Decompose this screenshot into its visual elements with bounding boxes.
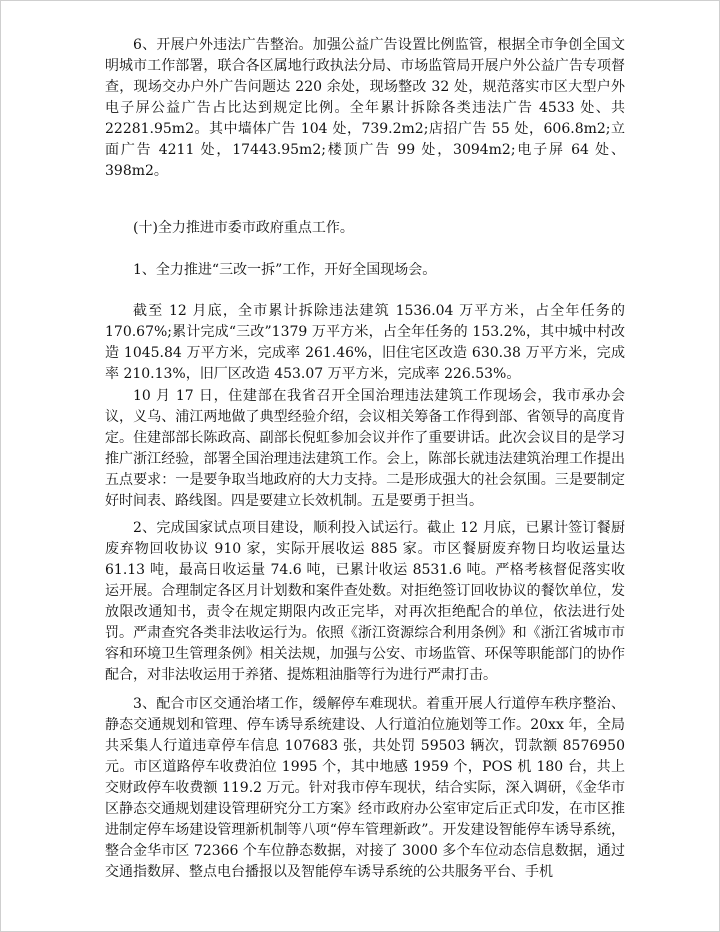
- paragraph-demolition-stats: 截至 12 月底，全市累计拆除违法建筑 1536.04 万平方米，占全年任务的 170.67%;累计完成“三改”1379 万平方米，占全年任务的 153.2%，其中城中村改造 1045.84 万平方米，完成率 261.46%，旧住宅区改造 630.38 万平方米，完成率 210.13%，旧厂区改造 453.07 万平方米，完成率 226.53%。: [105, 303, 625, 382]
- paragraph-national-meeting: 10 月 17 日，住建部在我省召开全国治理违法建筑工作现场会，我市承办会议，义乌、浦江两地做了典型经验介绍，会议相关筹备工作得到部、省领导的高度肯定。住建部部长陈政高、副部长倪虹参加会议并作了重要讲话。此次会议目的是学习推广浙江经验，部署全国治理违法建筑工作。会上，陈部长就违法建筑治理工作提出五点要求：一是要争取当地政府的大力支持。二是形成强大的社会氛围。三是要制定好时间表、路线图。四是要建立长效机制。五是要勇于担当。: [105, 388, 625, 509]
- subheading-demolition: 1、全力推进“三改一拆”工作，开好全国现场会。: [133, 262, 437, 278]
- section-heading-key-work: (十)全力推进市委市政府重点工作。: [133, 220, 354, 236]
- paragraph-outdoor-ads: 6、开展户外违法广告整治。加强公益广告设置比例监管，根据全市争创全国文明城市工作部署，联合各区属地行政执法分局、市场监管局开展户外公益广告专项督查，现场交办户外广告问题达 220 余处，现场整改 32 处，规范落实市区大型户外电子屏公益广告占比达到规定比例。全年累计拆除各类违法广告 4533 处、共 22281.95m2。其中墙体广告 104 处，739.2m2;店招广告 55 处，606.8m2;立面广告 4211 处，17443.95m2;楼顶广告 99 处，3094m2;电子屏 64 处、398m2。: [105, 37, 625, 179]
- paragraph-traffic-parking: 3、配合市区交通治堵工作，缓解停车难现状。着重开展人行道停车秩序整治、静态交通规划和管理、停车诱导系统建设、人行道泊位施划等工作。20xx 年，全局共采集人行道违章停车信息 107683 张，共处罚 59503 辆次，罚款额 8576950 元。市区道路停车收费泊位 1995 个，其中地感 1959 个，POS 机 180 台，共上交财政停车收费额 119.2 万元。针对我市停车现状，结合实际，深入调研，《金华市区静态交通规划建设管理研究分工方案》经市政府办公室审定后正式印发，在市区推进制定停车场建设管理新机制等八项“停车管理新政”。开发建设智能停车诱导系统，整合金华市区 72366 个车位静态数据，对接了 3000 多个车位动态信息数据，通过交通指数屏、整点电台播报以及智能停车诱导系统的公共服务平台、手机: [105, 696, 625, 880]
- paragraph-kitchen-waste: 2、完成国家试点项目建设，顺利投入试运行。截止 12 月底，已累计签订餐厨废弃物回收协议 910 家，实际开展收运 885 家。市区餐厨废弃物日均收运量达 61.13 吨，最高日收运量 74.6 吨，已累计收运 8531.6 吨。严格考核督促落实收运开展。合理制定各区月计划数和案件查处数。对拒绝签订回收协议的餐饮单位，发放限改通知书，责令在规定期限内改正完毕，对再次拒绝配合的单位，依法进行处罚。严肃查究各类非法收运行为。依照《浙江资源综合利用条例》和《浙江省城市市容和环境卫生管理条例》相关法规，加强与公安、市场监管、环保等职能部门的协作配合，对非法收运用于养猪、提炼粗油脂等行为进行严肃打击。: [105, 520, 625, 683]
